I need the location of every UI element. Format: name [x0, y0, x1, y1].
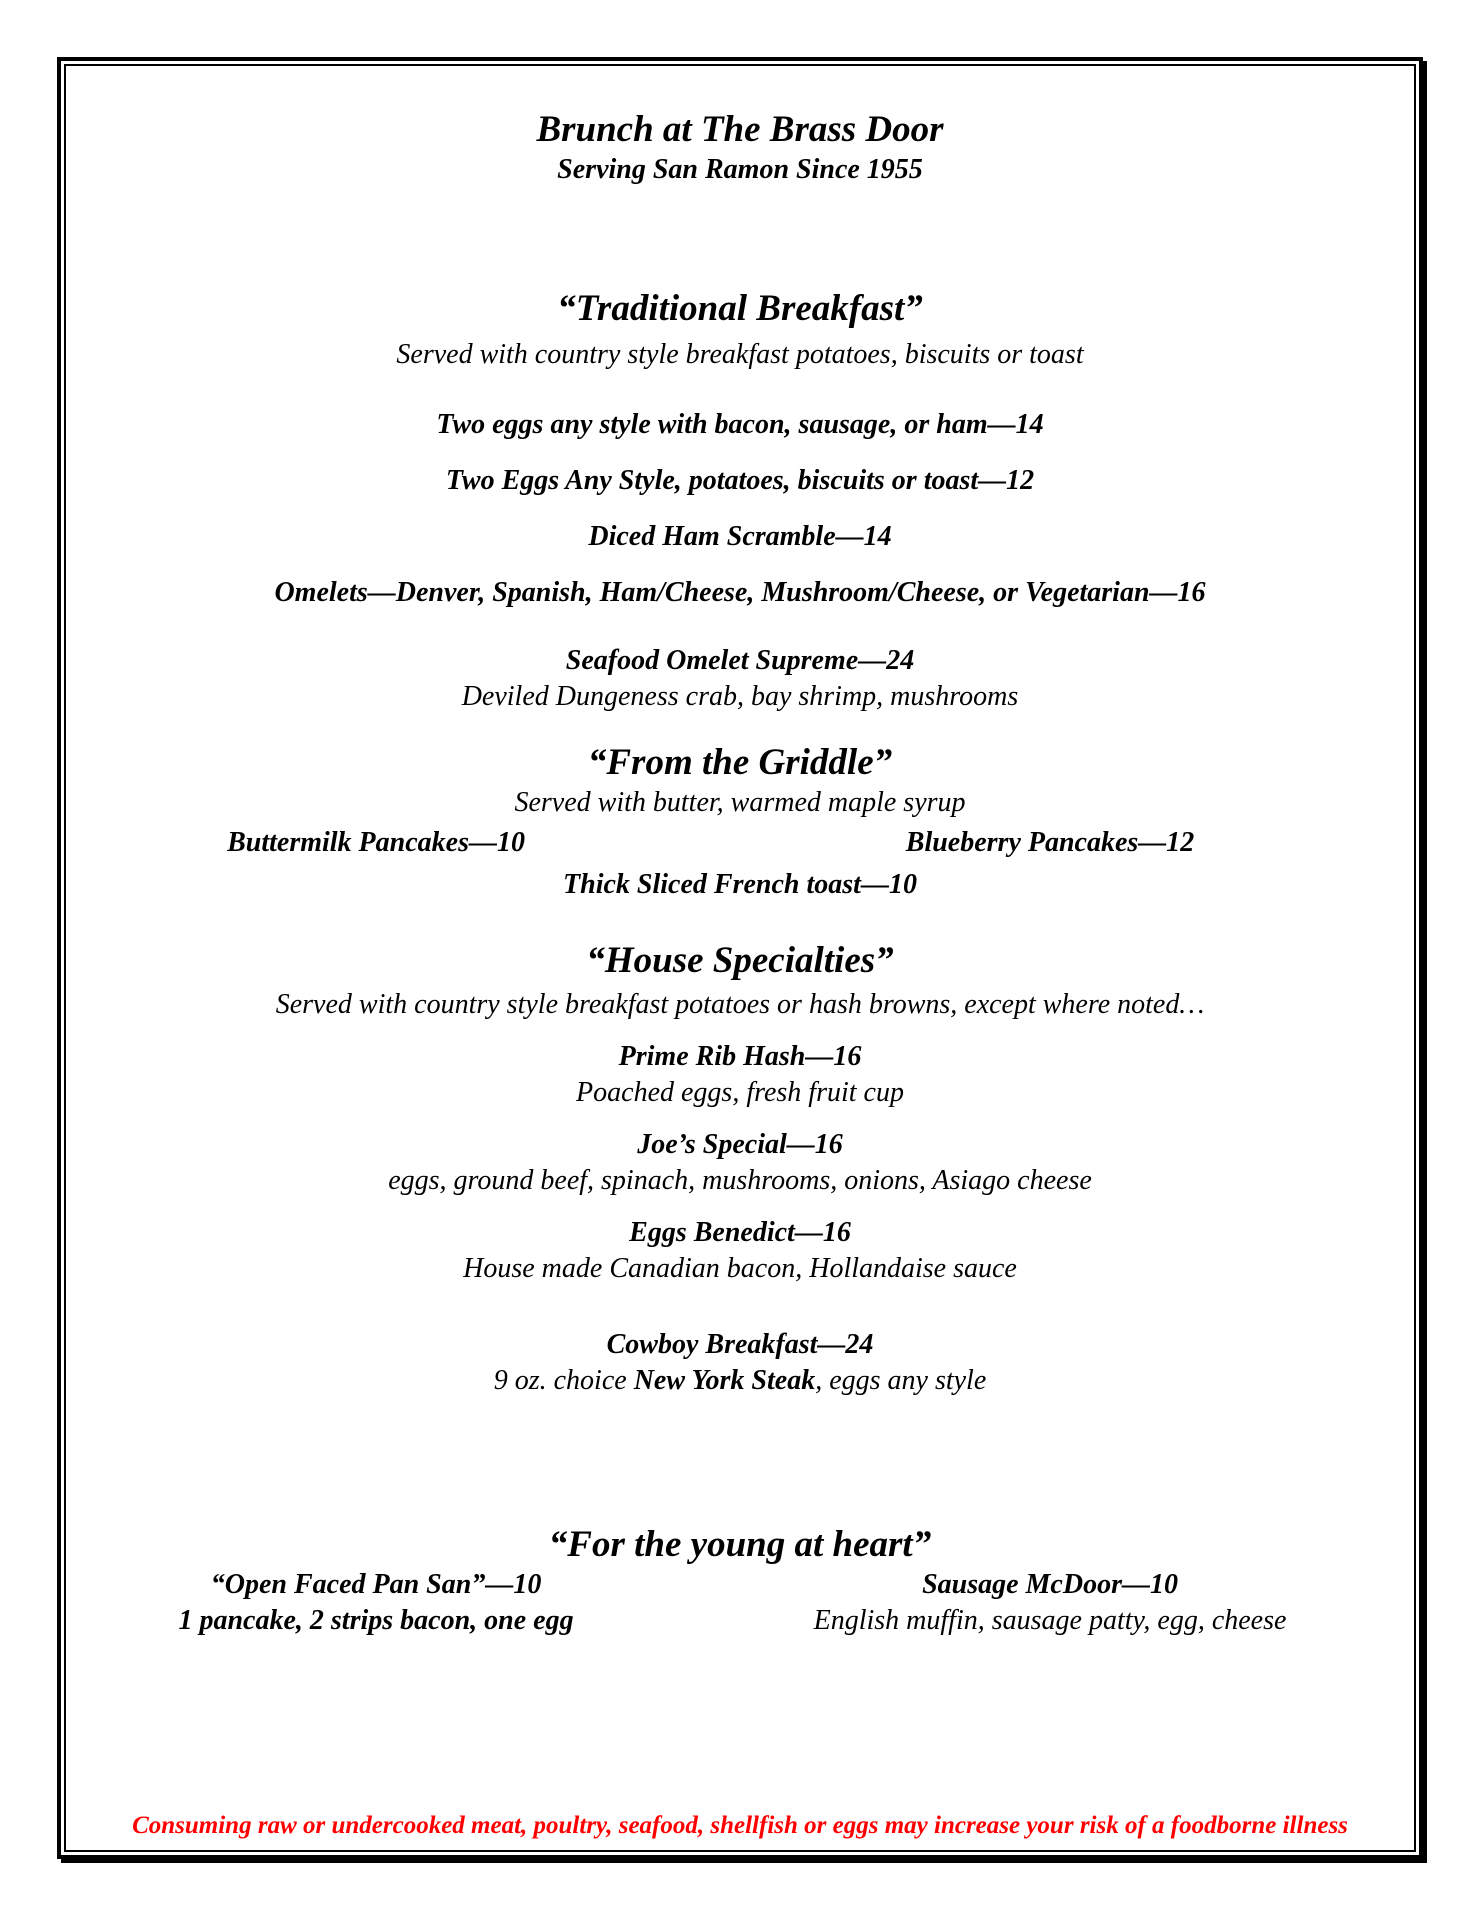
young-at-heart-row — [66, 1567, 1414, 1639]
young-left-column — [66, 1567, 686, 1639]
menu-item-sausage-mcdoor: Sausage McDoor—10 — [922, 1569, 1178, 1601]
menu-item-open-faced-pan-san: “Open Faced Pan San”—10 — [210, 1569, 542, 1601]
section-heading-house: “House Specialties” — [586, 940, 894, 982]
menu-item-prime-rib-hash: Prime Rib Hash—16 — [618, 1041, 862, 1073]
section-for-the-young-at-heart — [66, 1523, 1414, 1639]
menu-item-blueberry-pancakes: Blueberry Pancakes—12 — [905, 827, 1195, 859]
section-heading-young: “For the young at heart” — [548, 1524, 932, 1566]
menu-item-two-eggs: Two Eggs Any Style, potatoes, biscuits or toast—12 — [445, 465, 1035, 497]
cowboy-desc-prefix: 9 oz. choice — [493, 1365, 634, 1397]
menu-item-block-joes-special — [66, 1127, 1414, 1199]
section-heading-traditional: “Traditional Breakfast” — [557, 288, 923, 330]
menu-item-two-eggs-meat: Two eggs any style with bacon, sausage, or ham—14 — [436, 409, 1044, 441]
page-double-border — [57, 57, 1423, 1859]
menu-item-omelets: Omelets—Denver, Spanish, Ham/Cheese, Mushroom/Cheese, or Vegetarian—16 — [274, 577, 1206, 609]
menu-item-description-seafood-omelet: Deviled Dungeness crab, bay shrimp, mushrooms — [461, 681, 1019, 713]
menu-subtitle: Serving San Ramon Since 1955 — [557, 154, 923, 186]
menu-item-block-prime-rib-hash — [66, 1039, 1414, 1111]
menu-item-description-prime-rib-hash: Poached eggs, fresh fruit cup — [576, 1077, 904, 1109]
section-from-the-griddle — [66, 741, 1414, 903]
menu-item-joes-special: Joe’s Special—16 — [637, 1129, 843, 1161]
pancakes-row — [66, 825, 1414, 861]
menu-item-description-cowboy-breakfast — [66, 1363, 1414, 1399]
section-note-house: Served with country style breakfast potatoes or hash browns, except where noted… — [275, 989, 1205, 1021]
menu-item-eggs-benedict: Eggs Benedict—16 — [629, 1217, 851, 1249]
young-right-column — [686, 1567, 1414, 1639]
menu-header — [66, 108, 1414, 187]
section-heading-griddle: “From the Griddle” — [587, 742, 893, 784]
menu-item-diced-ham-scramble: Diced Ham Scramble—14 — [588, 521, 892, 553]
menu-title: Brunch at The Brass Door — [536, 109, 944, 150]
pancakes-right-column — [686, 825, 1414, 861]
menu-item-french-toast: Thick Sliced French toast—10 — [563, 869, 917, 901]
section-note-griddle: Served with butter, warmed maple syrup — [514, 787, 966, 819]
menu-item-block-cowboy-breakfast — [66, 1327, 1414, 1399]
footer-disclaimer: Consuming raw or undercooked meat, poultry, seafood, shellfish or eggs may increase your risk of a foodborne illness — [132, 1812, 1348, 1839]
menu-item-description-joes-special: eggs, ground beef, spinach, mushrooms, onions, Asiago cheese — [388, 1165, 1092, 1197]
menu-item-buttermilk-pancakes: Buttermilk Pancakes—10 — [227, 827, 525, 859]
section-traditional-breakfast — [66, 287, 1414, 715]
menu-item-cowboy-breakfast: Cowboy Breakfast—24 — [606, 1329, 874, 1361]
section-house-specialties — [66, 939, 1414, 1399]
menu-item-block-seafood-omelet — [66, 643, 1414, 715]
menu-page — [64, 64, 1416, 1852]
section-note-traditional: Served with country style breakfast potatoes, biscuits or toast — [396, 339, 1084, 371]
menu-item-seafood-omelet: Seafood Omelet Supreme—24 — [565, 645, 915, 677]
menu-item-description-pan-san: 1 pancake, 2 strips bacon, one egg — [178, 1605, 574, 1637]
cowboy-desc-steak: New York Steak — [633, 1365, 816, 1397]
cowboy-desc-suffix: , eggs any style — [815, 1365, 987, 1397]
pancakes-left-column — [66, 825, 686, 861]
menu-item-description-eggs-benedict: House made Canadian bacon, Hollandaise sauce — [463, 1253, 1017, 1285]
menu-item-block-eggs-benedict — [66, 1215, 1414, 1287]
menu-item-description-sausage-mcdoor: English muffin, sausage patty, egg, cheese — [813, 1605, 1287, 1637]
